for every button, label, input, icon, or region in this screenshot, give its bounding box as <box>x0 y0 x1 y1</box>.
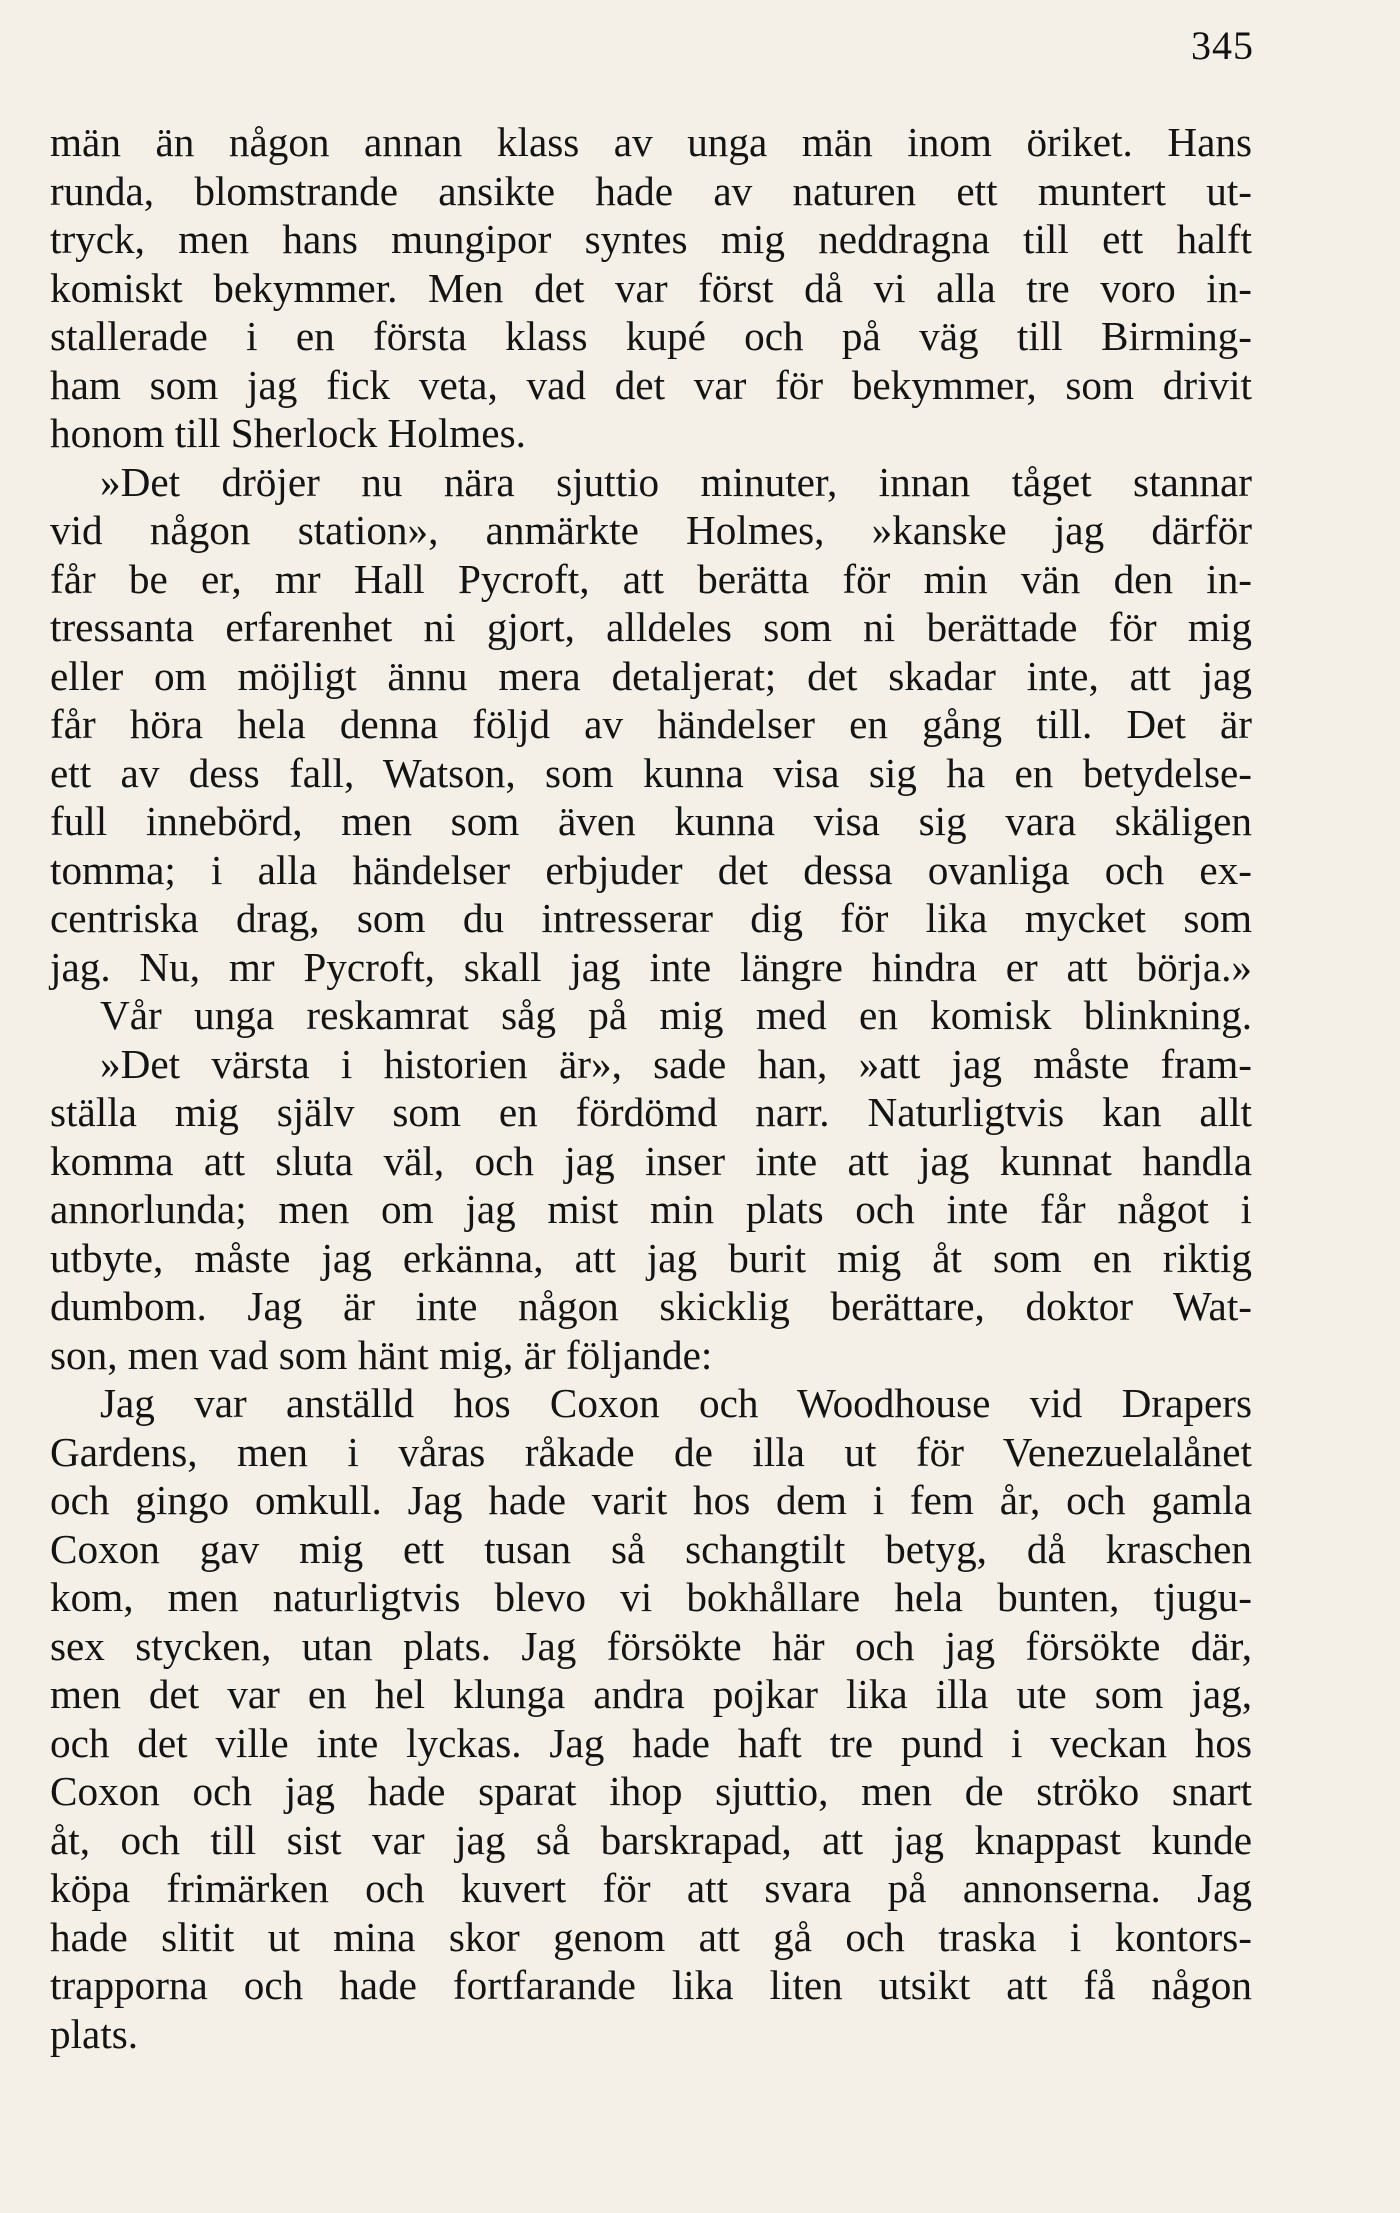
text-line: Gardens, men i våras råkade de illa ut för Venezuelalånet <box>50 1428 1252 1475</box>
text-line: komiskt bekymmer. Men det var först då vi alla tre voro in- <box>50 264 1252 311</box>
text-line: vid någon station», anmärkte Holmes, »kanske jag därför <box>50 507 1252 553</box>
text-line: tressanta erfarenhet ni gjort, alldeles som ni berättade för mig <box>50 604 1252 650</box>
text-line: tryck, men hans mungipor syntes mig neddragna till ett halft <box>50 216 1252 262</box>
text-line: eller om möjligt ännu mera detaljerat; det skadar inte, att jag <box>50 652 1252 699</box>
text-line: plats. <box>50 2010 139 2057</box>
text-line: »Det värsta i historien är», sade han, »att jag måste fram- <box>100 1040 1252 1087</box>
page-number: 345 <box>1191 23 1254 68</box>
text-line: ett av dess fall, Watson, som kunna visa sig ha en betydelse- <box>50 749 1252 796</box>
text-line: ställa mig själv som en fördömd narr. Naturligtvis kan allt <box>50 1089 1252 1135</box>
text-line: »Det dröjer nu nära sjuttio minuter, innan tåget stannar <box>100 458 1252 505</box>
text-line: stallerade i en första klass kupé och på väg till Birming- <box>50 313 1252 359</box>
text-line: kom, men naturligtvis blevo vi bokhållare hela bunten, tjugu- <box>50 1574 1252 1620</box>
text-line: och det ville inte lyckas. Jag hade haft tre pund i veckan hos <box>50 1719 1252 1766</box>
text-line: komma att sluta väl, och jag inser inte att jag kunnat handla <box>50 1137 1252 1184</box>
text-line: Jag var anställd hos Coxon och Woodhouse vid Drapers <box>100 1380 1252 1426</box>
text-line: honom till Sherlock Holmes. <box>50 410 526 456</box>
text-line: ham som jag fick veta, vad det var för bekymmer, som drivit <box>50 361 1252 408</box>
text-line: full innebörd, men som även kunna visa sig vara skäligen <box>50 798 1252 844</box>
text-line: jag. Nu, mr Pycroft, skall jag inte längre hindra er att börja.» <box>50 943 1252 990</box>
text-line: Vår unga reskamrat såg på mig med en komisk blinkning. <box>100 992 1252 1038</box>
text-line: åt, och till sist var jag så barskrapad, att jag knappast kunde <box>50 1816 1252 1863</box>
text-line: och gingo omkull. Jag hade varit hos dem i fem år, och gamla <box>50 1477 1252 1523</box>
text-line: sex stycken, utan plats. Jag försökte här och jag försökte där, <box>50 1622 1252 1669</box>
text-line: Coxon och jag hade sparat ihop sjuttio, men de ströko snart <box>50 1768 1252 1814</box>
text-line: hade slitit ut mina skor genom att gå och traska i kontors- <box>50 1913 1252 1960</box>
text-line: trapporna och hade fortfarande lika liten utsikt att få någon <box>50 1962 1252 2008</box>
text-line: centriska drag, som du intresserar dig för lika mycket som <box>50 895 1252 941</box>
text-line: tomma; i alla händelser erbjuder det dessa ovanliga och ex- <box>50 846 1252 893</box>
text-line: får höra hela denna följd av händelser en gång till. Det är <box>50 701 1252 747</box>
text-line: män än någon annan klass av unga män inom öriket. Hans <box>50 119 1252 165</box>
text-line: får be er, mr Hall Pycroft, att berätta för min vän den in- <box>50 555 1252 602</box>
text-line: runda, blomstrande ansikte hade av naturen ett muntert ut- <box>50 167 1252 214</box>
body-text <box>50 118 1252 2058</box>
text-line: men det var en hel klunga andra pojkar lika illa ute som jag, <box>50 1671 1252 1717</box>
text-line: dumbom. Jag är inte någon skicklig berättare, doktor Wat- <box>50 1283 1252 1329</box>
text-line: Coxon gav mig ett tusan så schangtilt betyg, då kraschen <box>50 1525 1252 1572</box>
text-line: köpa frimärken och kuvert för att svara på annonserna. Jag <box>50 1865 1252 1911</box>
text-line: son, men vad som hänt mig, är följande: <box>50 1331 713 1378</box>
text-line: utbyte, måste jag erkänna, att jag burit mig åt som en riktig <box>50 1234 1252 1281</box>
text-line: annorlunda; men om jag mist min plats och inte får något i <box>50 1186 1252 1232</box>
